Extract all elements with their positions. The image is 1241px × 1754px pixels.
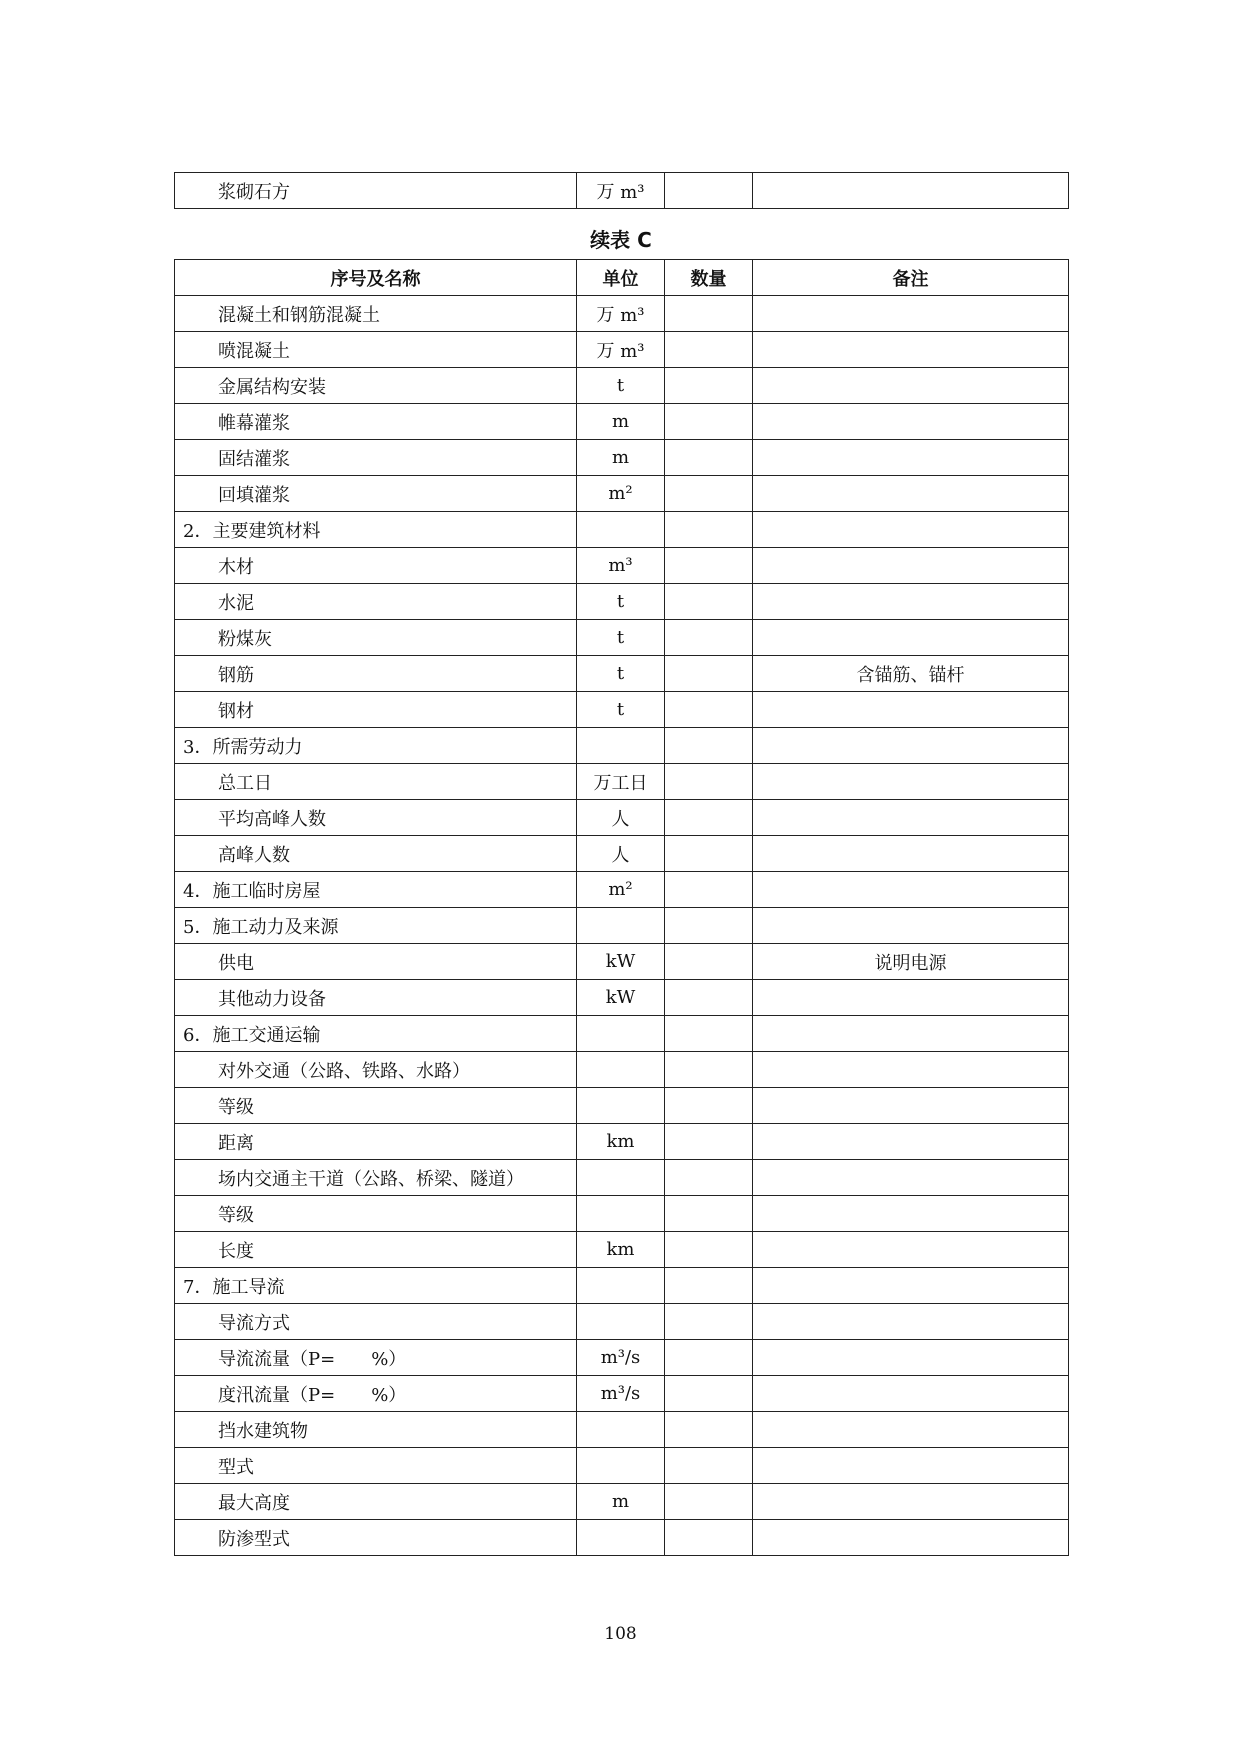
- row-name: 其他动力设备: [175, 980, 577, 1016]
- row-quantity: [665, 980, 753, 1016]
- row-unit: m: [577, 404, 665, 440]
- table-row: [175, 296, 1069, 332]
- table-row: [175, 1052, 1069, 1088]
- row-note: [753, 1376, 1069, 1412]
- row-quantity: [665, 476, 753, 512]
- row-name: 回填灌浆: [175, 476, 577, 512]
- row-note: 说明电源: [753, 944, 1069, 980]
- row-name: 场内交通主干道（公路、桥梁、隧道）: [175, 1160, 577, 1196]
- continued-table-fragment: [174, 172, 1069, 209]
- row-note: [753, 332, 1069, 368]
- row-unit: [577, 1268, 665, 1304]
- row-unit: [577, 1448, 665, 1484]
- row-unit: 万 m³: [577, 332, 665, 368]
- row-quantity: [665, 1412, 753, 1448]
- table-row: [175, 332, 1069, 368]
- row-quantity: [665, 764, 753, 800]
- row-quantity: [665, 173, 753, 209]
- table-row: [175, 173, 1069, 209]
- table-row: [175, 1412, 1069, 1448]
- row-name: 5．施工动力及来源: [175, 908, 577, 944]
- row-quantity: [665, 1232, 753, 1268]
- row-name: 高峰人数: [175, 836, 577, 872]
- row-unit: m²: [577, 476, 665, 512]
- row-note: [753, 728, 1069, 764]
- table-body: [175, 296, 1069, 1556]
- row-unit: [577, 1412, 665, 1448]
- row-quantity: [665, 944, 753, 980]
- row-unit: t: [577, 368, 665, 404]
- row-name: 2．主要建筑材料: [175, 512, 577, 548]
- row-quantity: [665, 656, 753, 692]
- row-name: 帷幕灌浆: [175, 404, 577, 440]
- row-unit: [577, 512, 665, 548]
- row-name: 浆砌石方: [175, 173, 577, 209]
- table-row: [175, 728, 1069, 764]
- row-unit: m²: [577, 872, 665, 908]
- row-note: [753, 584, 1069, 620]
- table-row: [175, 1124, 1069, 1160]
- row-name: 等级: [175, 1196, 577, 1232]
- row-note: [753, 620, 1069, 656]
- row-note: [753, 1268, 1069, 1304]
- row-quantity: [665, 1088, 753, 1124]
- row-note: [753, 404, 1069, 440]
- row-quantity: [665, 1124, 753, 1160]
- row-note: [753, 1448, 1069, 1484]
- row-quantity: [665, 404, 753, 440]
- row-unit: kW: [577, 944, 665, 980]
- row-name: 混凝土和钢筋混凝土: [175, 296, 577, 332]
- row-quantity: [665, 1448, 753, 1484]
- row-note: [753, 548, 1069, 584]
- table-row: [175, 692, 1069, 728]
- row-name: 固结灌浆: [175, 440, 577, 476]
- row-note: [753, 440, 1069, 476]
- row-unit: 万工日: [577, 764, 665, 800]
- header-name: 序号及名称: [175, 260, 577, 296]
- row-note: [753, 1412, 1069, 1448]
- row-unit: [577, 1196, 665, 1232]
- row-note: [753, 1088, 1069, 1124]
- row-name: 钢筋: [175, 656, 577, 692]
- row-note: [753, 764, 1069, 800]
- row-note: [753, 872, 1069, 908]
- row-note: [753, 1232, 1069, 1268]
- row-note: [753, 1196, 1069, 1232]
- row-note: [753, 476, 1069, 512]
- row-name: 最大高度: [175, 1484, 577, 1520]
- row-unit: t: [577, 620, 665, 656]
- table-row: [175, 800, 1069, 836]
- table-row: [175, 1304, 1069, 1340]
- row-name: 型式: [175, 1448, 577, 1484]
- row-quantity: [665, 1052, 753, 1088]
- row-note: 含锚筋、锚杆: [753, 656, 1069, 692]
- row-quantity: [665, 1304, 753, 1340]
- row-unit: [577, 1304, 665, 1340]
- row-name: 平均高峰人数: [175, 800, 577, 836]
- table-row: [175, 620, 1069, 656]
- row-note: [753, 1304, 1069, 1340]
- header-note: 备注: [753, 260, 1069, 296]
- row-note: [753, 692, 1069, 728]
- row-name: 长度: [175, 1232, 577, 1268]
- row-note: [753, 173, 1069, 209]
- row-quantity: [665, 1160, 753, 1196]
- row-note: [753, 1340, 1069, 1376]
- row-unit: [577, 1016, 665, 1052]
- row-quantity: [665, 332, 753, 368]
- table-row: [175, 1268, 1069, 1304]
- row-note: [753, 1124, 1069, 1160]
- row-note: [753, 1052, 1069, 1088]
- row-quantity: [665, 908, 753, 944]
- row-name: 7．施工导流: [175, 1268, 577, 1304]
- row-unit: t: [577, 656, 665, 692]
- row-quantity: [665, 1268, 753, 1304]
- table-row: [175, 440, 1069, 476]
- row-note: [753, 800, 1069, 836]
- row-unit: km: [577, 1232, 665, 1268]
- row-unit: 人: [577, 800, 665, 836]
- row-quantity: [665, 800, 753, 836]
- row-name: 总工日: [175, 764, 577, 800]
- row-note: [753, 368, 1069, 404]
- row-name: 木材: [175, 548, 577, 584]
- row-note: [753, 1016, 1069, 1052]
- table-row: [175, 476, 1069, 512]
- row-name: 等级: [175, 1088, 577, 1124]
- row-note: [753, 908, 1069, 944]
- row-unit: [577, 1088, 665, 1124]
- row-unit: [577, 1160, 665, 1196]
- table-row: [175, 872, 1069, 908]
- table-row: [175, 980, 1069, 1016]
- row-note: [753, 1520, 1069, 1556]
- row-unit: m³/s: [577, 1340, 665, 1376]
- row-quantity: [665, 1484, 753, 1520]
- row-quantity: [665, 1196, 753, 1232]
- row-unit: t: [577, 692, 665, 728]
- table-row: [175, 1376, 1069, 1412]
- header-unit: 单位: [577, 260, 665, 296]
- table-row: [175, 512, 1069, 548]
- row-quantity: [665, 368, 753, 404]
- row-name: 水泥: [175, 584, 577, 620]
- row-quantity: [665, 512, 753, 548]
- table-row: [175, 1520, 1069, 1556]
- row-unit: km: [577, 1124, 665, 1160]
- row-unit: m³: [577, 548, 665, 584]
- row-unit: 万 m³: [577, 173, 665, 209]
- table-title: 续表 C: [590, 228, 652, 252]
- table-row: [175, 656, 1069, 692]
- row-unit: [577, 728, 665, 764]
- table-row: [175, 764, 1069, 800]
- row-name: 6．施工交通运输: [175, 1016, 577, 1052]
- row-quantity: [665, 872, 753, 908]
- table-row: [175, 1016, 1069, 1052]
- table-row: [175, 1448, 1069, 1484]
- table-row: [175, 1160, 1069, 1196]
- row-name: 供电: [175, 944, 577, 980]
- table-row: [175, 836, 1069, 872]
- table-row: [175, 1232, 1069, 1268]
- row-note: [753, 836, 1069, 872]
- row-name: 度汛流量（P= %）: [175, 1376, 577, 1412]
- row-name: 4．施工临时房屋: [175, 872, 577, 908]
- row-note: [753, 1484, 1069, 1520]
- row-note: [753, 296, 1069, 332]
- row-unit: t: [577, 584, 665, 620]
- row-name: 粉煤灰: [175, 620, 577, 656]
- page-number: 108: [604, 1624, 637, 1644]
- row-quantity: [665, 1340, 753, 1376]
- table-row: [175, 944, 1069, 980]
- row-name: 喷混凝土: [175, 332, 577, 368]
- row-unit: 万 m³: [577, 296, 665, 332]
- table-row: [175, 548, 1069, 584]
- table-row: [175, 1484, 1069, 1520]
- row-quantity: [665, 1520, 753, 1556]
- table-row: [175, 404, 1069, 440]
- row-unit: m: [577, 440, 665, 476]
- row-quantity: [665, 692, 753, 728]
- row-quantity: [665, 584, 753, 620]
- row-name: 挡水建筑物: [175, 1412, 577, 1448]
- table-row: [175, 1196, 1069, 1232]
- row-unit: 人: [577, 836, 665, 872]
- table-row: [175, 1088, 1069, 1124]
- row-note: [753, 1160, 1069, 1196]
- row-quantity: [665, 620, 753, 656]
- row-unit: [577, 1052, 665, 1088]
- row-name: 距离: [175, 1124, 577, 1160]
- table-row: [175, 1340, 1069, 1376]
- row-name: 对外交通（公路、铁路、水路）: [175, 1052, 577, 1088]
- table-header-row: [175, 260, 1069, 296]
- row-quantity: [665, 836, 753, 872]
- row-unit: m³/s: [577, 1376, 665, 1412]
- table-row: [175, 908, 1069, 944]
- row-note: [753, 512, 1069, 548]
- row-quantity: [665, 1016, 753, 1052]
- row-quantity: [665, 440, 753, 476]
- table-row: [175, 368, 1069, 404]
- row-name: 导流方式: [175, 1304, 577, 1340]
- row-quantity: [665, 296, 753, 332]
- row-quantity: [665, 548, 753, 584]
- row-note: [753, 980, 1069, 1016]
- row-quantity: [665, 1376, 753, 1412]
- table-row: [175, 584, 1069, 620]
- row-quantity: [665, 728, 753, 764]
- row-name: 3．所需劳动力: [175, 728, 577, 764]
- header-quantity: 数量: [665, 260, 753, 296]
- row-name: 金属结构安装: [175, 368, 577, 404]
- row-unit: kW: [577, 980, 665, 1016]
- row-name: 防渗型式: [175, 1520, 577, 1556]
- row-unit: m: [577, 1484, 665, 1520]
- quantities-table: [174, 259, 1069, 1556]
- row-unit: [577, 1520, 665, 1556]
- row-unit: [577, 908, 665, 944]
- row-name: 导流流量（P= %）: [175, 1340, 577, 1376]
- row-name: 钢材: [175, 692, 577, 728]
